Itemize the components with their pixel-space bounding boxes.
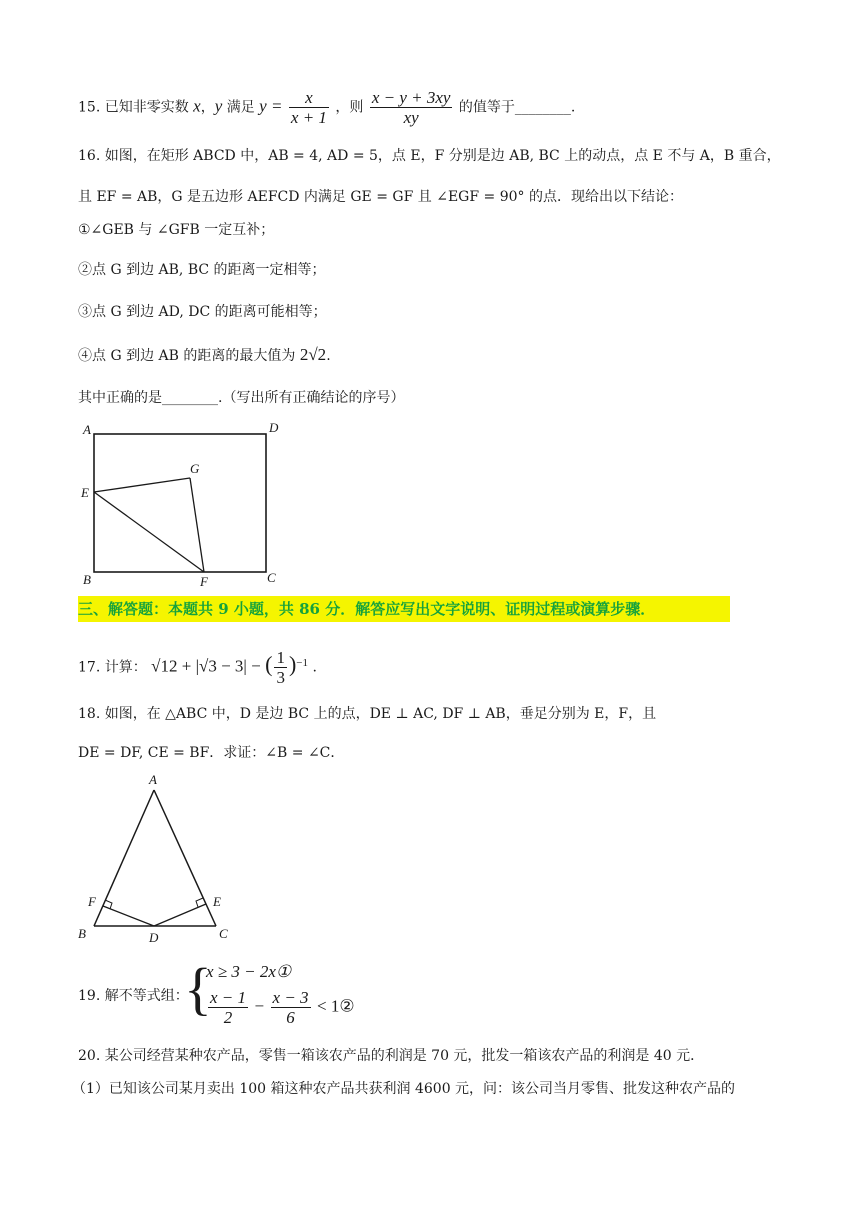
segment-de <box>154 904 206 926</box>
label-c: C <box>267 570 276 585</box>
label-d: D <box>149 930 159 945</box>
q17-frac-numerator: 1 <box>276 648 285 667</box>
q19-fraction-1 <box>208 988 248 1027</box>
segment-df <box>103 906 154 926</box>
q15-comma: ， <box>200 99 215 116</box>
q15-eq-lhs: y = <box>259 96 283 116</box>
q20-line-2: （1）已知该公司某月卖出 100 箱这种农产品共获利润 4600 元，问：该公司当月零售、批发这种农产品的 <box>72 1081 736 1097</box>
label-f: F <box>88 894 96 909</box>
q17-end: . <box>312 659 317 676</box>
segment-eg <box>94 478 190 492</box>
q15-frac1-denominator: x + 1 <box>290 108 327 127</box>
label-e: E <box>81 485 89 500</box>
q17-right-paren: ) <box>288 651 297 677</box>
q15-text-3: ，则 <box>335 99 364 116</box>
label-c: C <box>219 926 228 941</box>
q19-f1-numerator: x − 1 <box>210 988 247 1007</box>
q17-fraction <box>274 648 287 687</box>
q18-line-1: 18. 如图，在 △ABC 中，D 是边 BC 上的点，DE ⊥ AC, DF ⊥ AB，垂足分别为 E，F，且 <box>78 706 657 722</box>
segment-gf <box>190 478 204 572</box>
q15-fraction-1 <box>289 88 329 127</box>
segment-ef <box>94 492 204 572</box>
q15-frac2-denominator: xy <box>403 108 419 127</box>
q16-conclusion-1: ①∠GEB 与 ∠GFB 一定互补； <box>78 222 275 238</box>
label-b: B <box>83 572 91 587</box>
q16-conclusion-4 <box>78 345 331 366</box>
question-17 <box>78 648 317 687</box>
q19-inequality-1: x ≥ 3 − 2x① <box>206 962 292 981</box>
q19-f2-numerator: x − 3 <box>272 988 309 1007</box>
label-d: D <box>269 420 279 435</box>
rectangle-abcd <box>94 434 266 572</box>
q16-conclusion-2: ②点 G 到边 AB, BC 的距离一定相等； <box>78 262 326 278</box>
q16-ask: 其中正确的是________.（写出所有正确结论的序号） <box>78 390 405 406</box>
q19-f2-denominator: 6 <box>286 1008 295 1027</box>
label-b: B <box>78 926 86 941</box>
q19-inequality-2 <box>206 988 355 1027</box>
question-15 <box>78 88 575 127</box>
q17-expression: √12 + |√3 − 3| − <box>151 656 261 676</box>
q17-frac-denominator: 3 <box>276 668 285 687</box>
q16-c4-text: ④点 G 到边 AB 的距离的最大值为 <box>78 348 296 364</box>
q19-f1-denominator: 2 <box>223 1008 233 1027</box>
side-ab <box>94 790 154 926</box>
q15-var-y: y <box>214 96 223 116</box>
q20-line-1: 20. 某公司经营某种农产品，零售一箱该农产品的利润是 70 元，批发一箱该农产品的利润是 40 元． <box>78 1048 705 1064</box>
q16-conclusion-3: ③点 G 到边 AD, DC 的距离可能相等； <box>78 304 327 320</box>
q19-lead: 19. 解不等式组： <box>78 988 189 1004</box>
q15-text-4: 的值等于________. <box>458 99 576 116</box>
label-a: A <box>149 772 157 787</box>
q16-c4-value: 2√2 <box>299 345 327 364</box>
q15-number: 15. <box>78 99 101 116</box>
label-f: F <box>200 574 208 589</box>
q17-exponent: −1 <box>296 656 308 669</box>
q15-var-x: x <box>193 96 201 116</box>
section-3-heading: 三、解答题：本题共 9 小题，共 86 分．解答应写出文字说明、证明过程或演算步骤． <box>78 596 730 622</box>
q15-text-1: 已知非零实数 <box>104 99 189 116</box>
q16-line-1: 16. 如图，在矩形 ABCD 中，AB = 4, AD = 5，点 E，F 分别是边 AB, BC 上的动点，点 E 不与 A，B 重合， <box>78 148 781 164</box>
q16-line-2: 且 EF = AB，G 是五边形 AEFCD 内满足 GE = GF 且 ∠EGF = 90° 的点．现给出以下结论： <box>78 189 683 205</box>
q19-tail: < 1② <box>317 996 355 1016</box>
q19-brace: { <box>184 956 212 1021</box>
label-a: A <box>83 422 91 437</box>
q15-frac2-numerator: x − y + 3xy <box>371 88 451 107</box>
q16-figure <box>78 418 288 593</box>
label-e: E <box>213 894 221 909</box>
q15-fraction-2 <box>370 88 453 127</box>
q17-lead: 17. 计算： <box>78 659 147 676</box>
q15-text-2: 满足 <box>226 99 255 116</box>
q19-fraction-2 <box>271 988 311 1027</box>
q15-frac1-numerator: x <box>289 88 329 108</box>
q16-c4-end: . <box>326 348 331 364</box>
q17-left-paren: ( <box>265 651 273 677</box>
side-ac <box>154 790 216 926</box>
q18-line-2: DE = DF, CE = BF．求证：∠B = ∠C． <box>78 745 345 761</box>
q19-minus: − <box>254 996 265 1016</box>
label-g: G <box>190 461 200 476</box>
q18-figure <box>74 772 244 948</box>
